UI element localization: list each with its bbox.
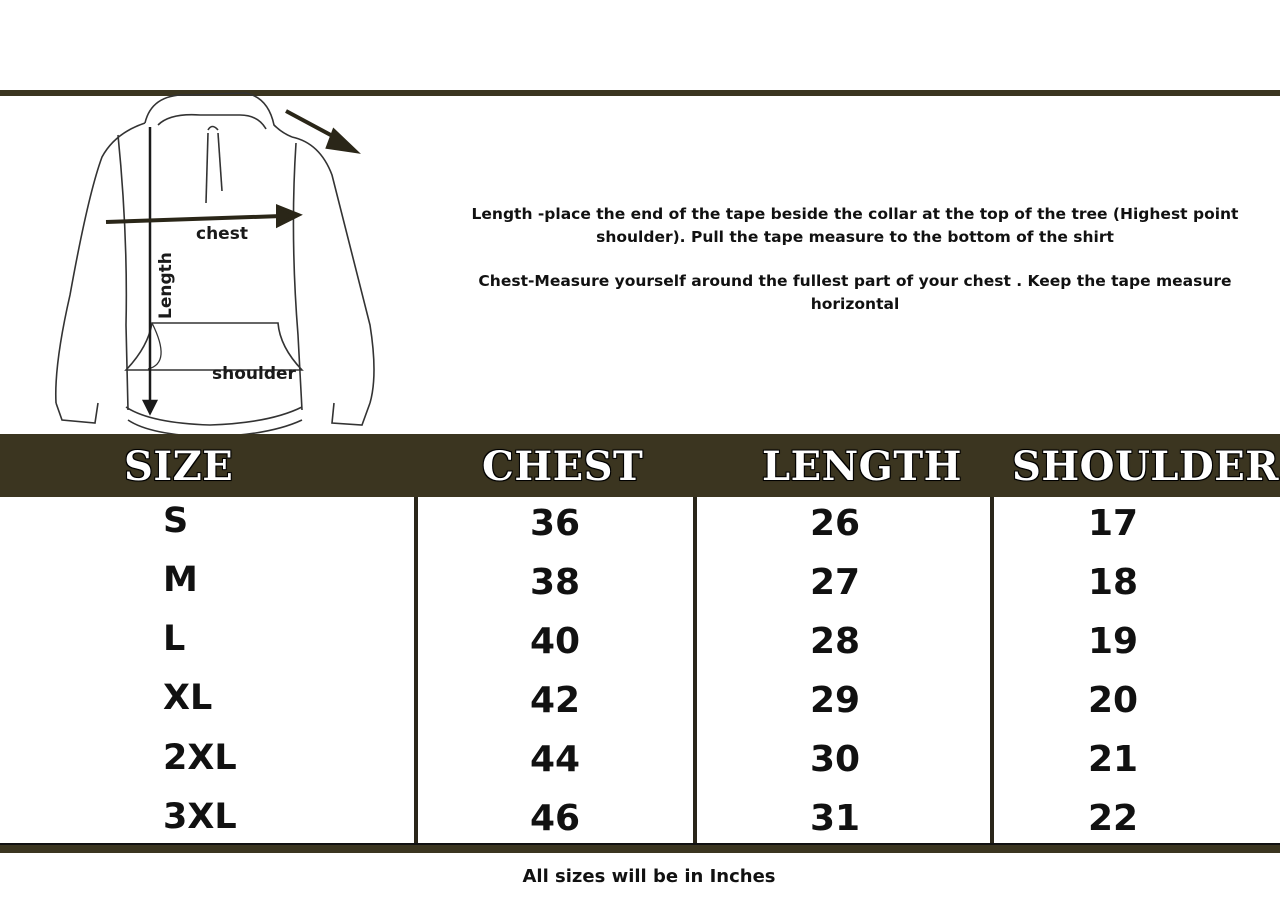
chest-cell: 38 — [530, 562, 581, 603]
size-cell: L — [163, 619, 186, 659]
chest-cell: 42 — [530, 680, 581, 721]
chest-cell: 44 — [530, 739, 581, 780]
shoulder-cell: 17 — [1088, 503, 1139, 544]
size-cell: S — [163, 501, 189, 541]
size-cell: 2XL — [163, 738, 237, 778]
hoodie-outline — [56, 93, 374, 437]
shoulder-cell: 20 — [1088, 680, 1139, 721]
chest-cell: 40 — [530, 621, 581, 662]
header-chest: CHEST — [482, 443, 644, 490]
length-cell: 28 — [810, 621, 861, 662]
header-shoulder: SHOULDER — [1012, 443, 1279, 490]
column-divider — [693, 497, 697, 845]
length-cell: 31 — [810, 798, 861, 839]
length-cell: 29 — [810, 680, 861, 721]
chest-cell: 36 — [530, 503, 581, 544]
shoulder-cell: 18 — [1088, 562, 1139, 603]
chest-instruction: Chest-Measure yourself around the fullest part of your chest . Keep the tape measure horizontal — [478, 272, 1232, 313]
chest-label: chest — [196, 224, 248, 244]
length-instruction: Length -place the end of the tape beside the collar at the top of the tree (Highest point shoulder). Pull the tape measure to the bottom of the shirt — [471, 205, 1239, 246]
header-length: LENGTH — [762, 443, 962, 490]
size-cell: M — [163, 560, 198, 600]
chest-cell: 46 — [530, 798, 581, 839]
length-cell: 30 — [810, 739, 861, 780]
shoulder-cell: 19 — [1088, 621, 1139, 662]
length-cell: 27 — [810, 562, 861, 603]
size-cell: 3XL — [163, 797, 237, 837]
size-table-header — [0, 434, 1280, 497]
shoulder-cell: 21 — [1088, 739, 1139, 780]
bottom-rule — [0, 843, 1280, 853]
length-cell: 26 — [810, 503, 861, 544]
shoulder-label: shoulder — [212, 364, 296, 384]
header-size: SIZE — [124, 443, 234, 490]
column-divider — [414, 497, 418, 845]
chest-arrow — [106, 207, 298, 225]
units-footnote: All sizes will be in Inches — [522, 866, 776, 887]
length-label: Length — [156, 252, 176, 319]
column-divider — [990, 497, 994, 845]
shoulder-cell: 22 — [1088, 798, 1139, 839]
hoodie-diagram — [40, 85, 400, 440]
size-cell: XL — [163, 678, 213, 718]
measuring-instructions — [470, 203, 1240, 337]
